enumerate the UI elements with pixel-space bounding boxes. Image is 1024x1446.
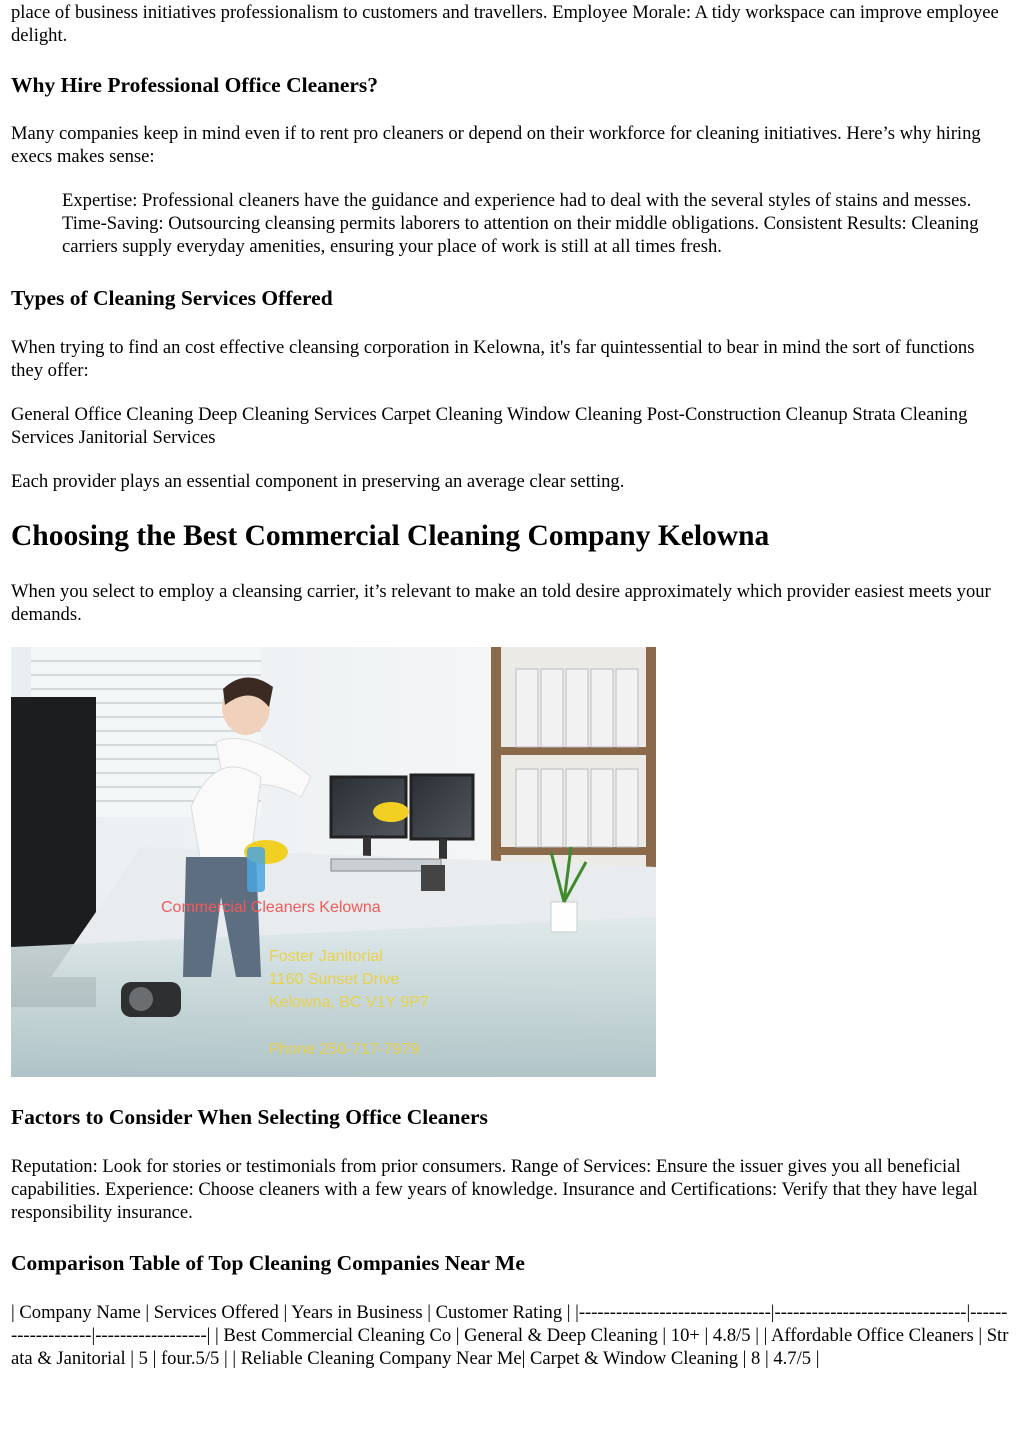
types-closing: Each provider plays an essential component in preserving an average clear setting. — [11, 471, 625, 492]
comparison-heading: Comparison Table of Top Cleaning Companies Near Me — [11, 1251, 525, 1275]
photo-address-line1: 1160 Sunset Drive — [269, 971, 400, 988]
why-hire-heading: Why Hire Professional Office Cleaners? — [11, 73, 379, 97]
comparison-table-text: | Company Name | Services Offered | Years in Business | Customer Rating | |-------------------------------|-------------------------------|-------------------|------------------| | Best Commercial Cleaning Co | General & Deep Cleaning | 10+ | 4.8/5 | | Affordable Office Cleaners | Strata & Janitorial | 5 | four.5/5 | | Reliable Cleaning Company Near Me| Carpet & Window Cleaning | 8 | 4.7/5 | — [11, 1302, 1009, 1369]
photo-address-line2: Kelowna, BC V1Y 9P7 — [269, 994, 429, 1011]
photo-phone: Phone 250-717-7979 — [269, 1041, 420, 1058]
types-list: General Office Cleaning Deep Cleaning Services Carpet Cleaning Window Cleaning Post-Construction Cleanup Strata Cleaning Services Janitorial Services — [11, 404, 968, 448]
types-paragraph: When trying to find an cost effective cleansing corporation in Kelowna, it's far quintessential to bear in mind the sort of functions they offer: — [11, 337, 975, 381]
factors-paragraph: Reputation: Look for stories or testimonials from prior consumers. Range of Services: Ensure the issuer gives you all beneficial capabilities. Experience: Choose cleaners with a few years of knowledge. Insurance and Certifications: Verify that they have legal responsibility insurance. — [11, 1156, 978, 1223]
photo-overlay-title: Commercial Cleaners Kelowna — [161, 899, 381, 916]
factors-heading: Factors to Consider When Selecting Office Cleaners — [11, 1105, 488, 1129]
why-hire-quote: Expertise: Professional cleaners have the guidance and experience had to deal with the several styles of stains and messes. Time-Saving: Outsourcing cleansing permits laborers to attention on their middle obligations. Consistent Results: Cleaning carriers supply everyday amenities, ensuring your place of work is still at all times fresh. — [62, 190, 979, 257]
types-heading: Types of Cleaning Services Offered — [11, 286, 333, 310]
intro-paragraph: place of business initiatives professionalism to customers and travellers. Employee Morale: A tidy workspace can improve employee delight. — [11, 2, 999, 46]
choosing-heading: Choosing the Best Commercial Cleaning Company Kelowna — [11, 520, 770, 552]
choosing-paragraph: When you select to employ a cleansing carrier, it’s relevant to make an told desire approximately which provider easiest meets your demands. — [11, 581, 991, 625]
office-cleaning-photo — [11, 647, 656, 1077]
why-hire-paragraph: Many companies keep in mind even if to rent pro cleaners or depend on their workforce for cleaning initiatives. Here’s why hiring execs makes sense: — [11, 123, 981, 167]
photo-company: Foster Janitorial — [269, 948, 383, 965]
